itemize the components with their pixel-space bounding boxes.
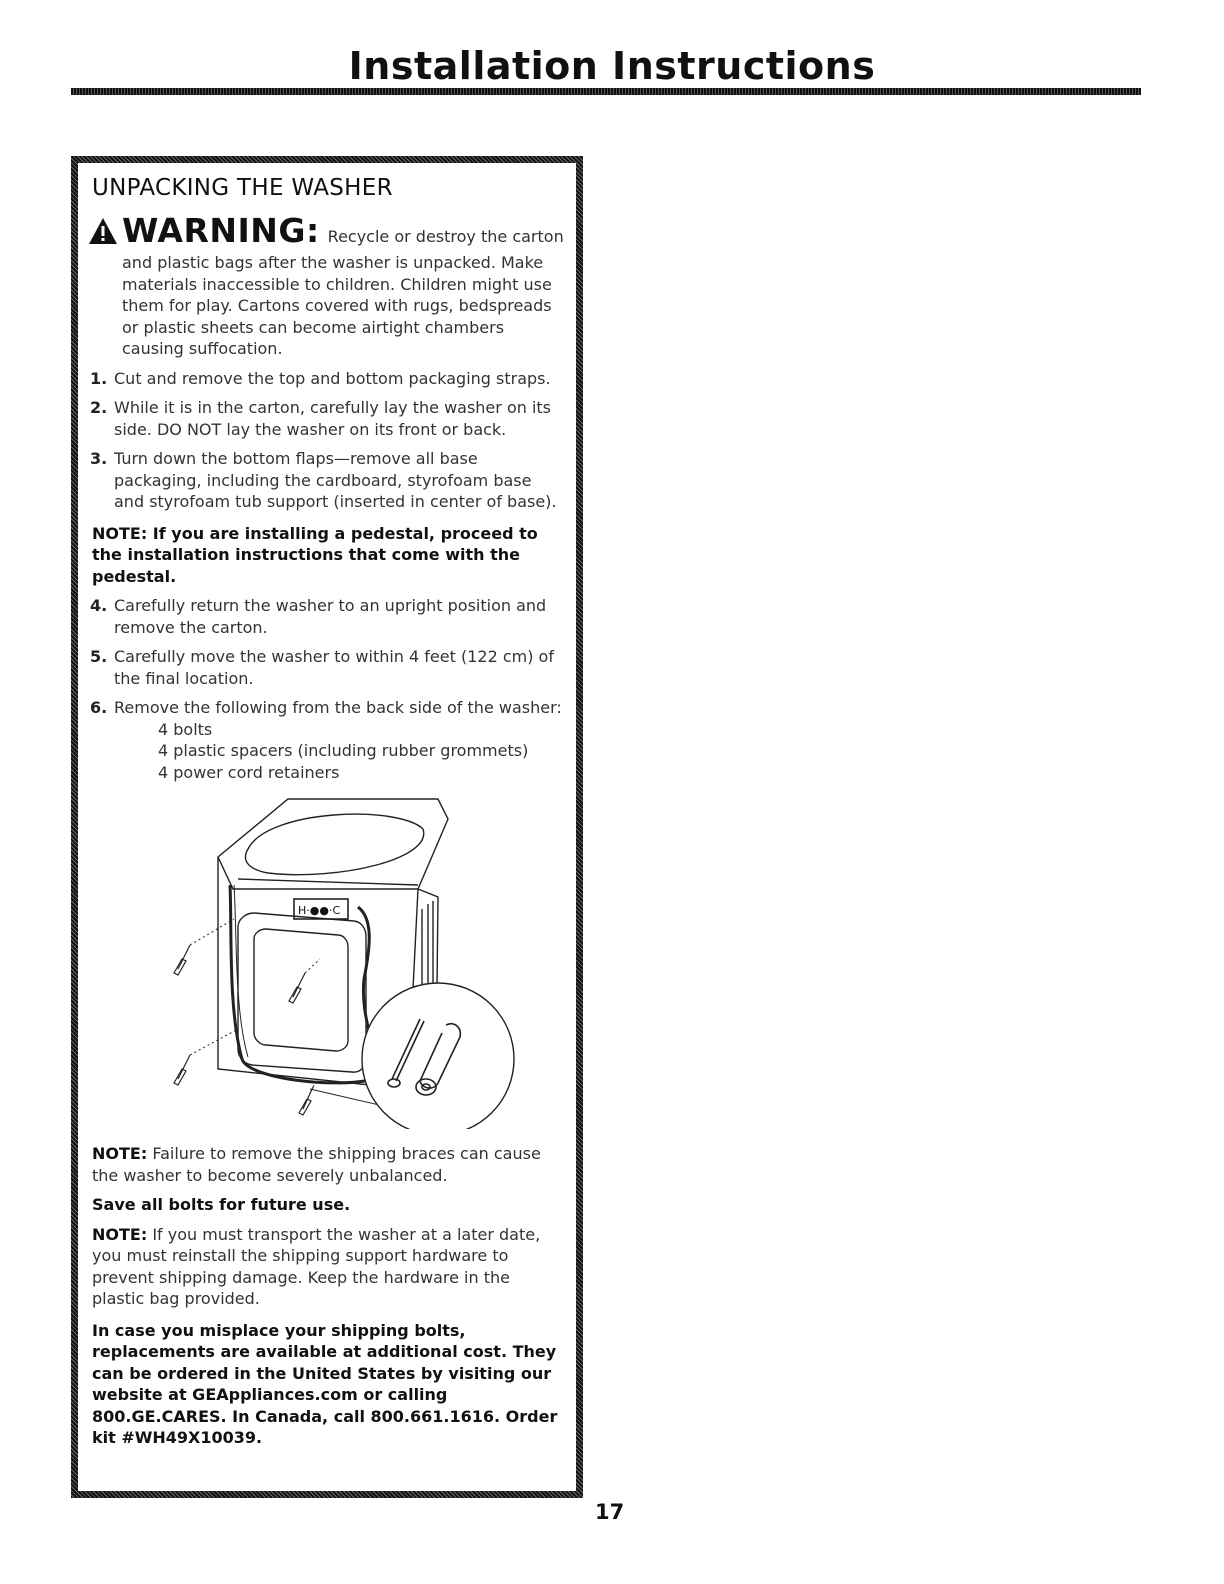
- parts-list: [114, 719, 562, 784]
- step-text: Cut and remove the top and bottom packaging straps.: [114, 368, 551, 388]
- title-rule: [71, 88, 1141, 95]
- list-item: [88, 646, 568, 689]
- steps-list-a: [88, 368, 568, 513]
- list-item: [88, 595, 568, 638]
- list-item: [88, 448, 568, 513]
- step-6-text: Remove the following from the back side of the washer:: [114, 698, 562, 717]
- washer-back-diagram: [138, 789, 518, 1129]
- warning-header: [88, 211, 568, 250]
- warning-lead: Recycle or destroy the carton: [327, 227, 564, 246]
- warning-label: WARNING:: [122, 211, 320, 250]
- warning-body: and plastic bags after the washer is unpacked. Make materials inaccessible to children. Children might use them for play. Cartons covered with rugs, bedspreads or plastic sheets can become airtight chambers causing suffocation.: [122, 253, 552, 358]
- list-item: [88, 368, 568, 390]
- step-number: 4.: [90, 596, 108, 615]
- warning-triangle-icon: [88, 217, 118, 245]
- note-text: Failure to remove the shipping braces can cause the washer to become severely unbalanced.: [92, 1144, 541, 1185]
- part-item: 4 bolts: [158, 719, 213, 739]
- replacement-info: In case you misplace your shipping bolts, replacements are available at additional cost. They can be ordered in the United States by visiting our website at GEAppliances.com or calling 800.GE.CARES. In Canada, call 800.661.1616. Order kit #WH49X10039.: [92, 1320, 558, 1447]
- note-text: If you must transport the washer at a later date, you must reinstall the shipping support hardware to prevent shipping damage. Keep the hardware in the plastic bag provided.: [92, 1224, 541, 1308]
- step-number: 5.: [90, 647, 108, 666]
- step-text: Carefully return the washer to an upright position and remove the carton.: [114, 596, 547, 637]
- note-label: NOTE:: [92, 1224, 148, 1244]
- list-item: [88, 397, 568, 440]
- page-title: Installation Instructions: [348, 44, 876, 88]
- step-number: 2.: [90, 398, 108, 417]
- step-number: 3.: [90, 449, 108, 468]
- unpacking-section-box: [71, 156, 583, 1498]
- pedestal-note: NOTE: If you are installing a pedestal, proceed to the installation instructions that come with the pedestal.: [92, 523, 538, 586]
- section-title: UNPACKING THE WASHER: [92, 175, 393, 201]
- save-bolts-note: Save all bolts for future use.: [92, 1195, 351, 1214]
- washer-illustration: [138, 789, 518, 1129]
- section-content: [88, 169, 568, 1449]
- note-shipping-braces: [92, 1143, 562, 1186]
- figure-label: H·●●·C: [298, 904, 341, 917]
- list-item: [88, 697, 568, 783]
- step-text: Turn down the bottom flaps—remove all base packaging, including the cardboard, styrofoam base and styrofoam tub support (inserted in center of base).: [114, 449, 557, 511]
- step-number: 1.: [90, 368, 108, 388]
- warning-block: [88, 211, 568, 360]
- part-item: 4 plastic spacers (including rubber grommets): [158, 741, 529, 760]
- step-text: Carefully move the washer to within 4 feet (122 cm) of the final location.: [114, 647, 554, 688]
- steps-list-b: [88, 595, 568, 783]
- page-number: 17: [595, 1500, 625, 1524]
- note-label: NOTE:: [92, 1144, 148, 1163]
- step-number: 6.: [90, 698, 108, 717]
- part-item: 4 power cord retainers: [158, 762, 340, 782]
- step-text: [114, 697, 568, 783]
- note-transport: [92, 1224, 562, 1310]
- step-text: While it is in the carton, carefully lay the washer on its side. DO NOT lay the washer on its front or back.: [114, 398, 552, 439]
